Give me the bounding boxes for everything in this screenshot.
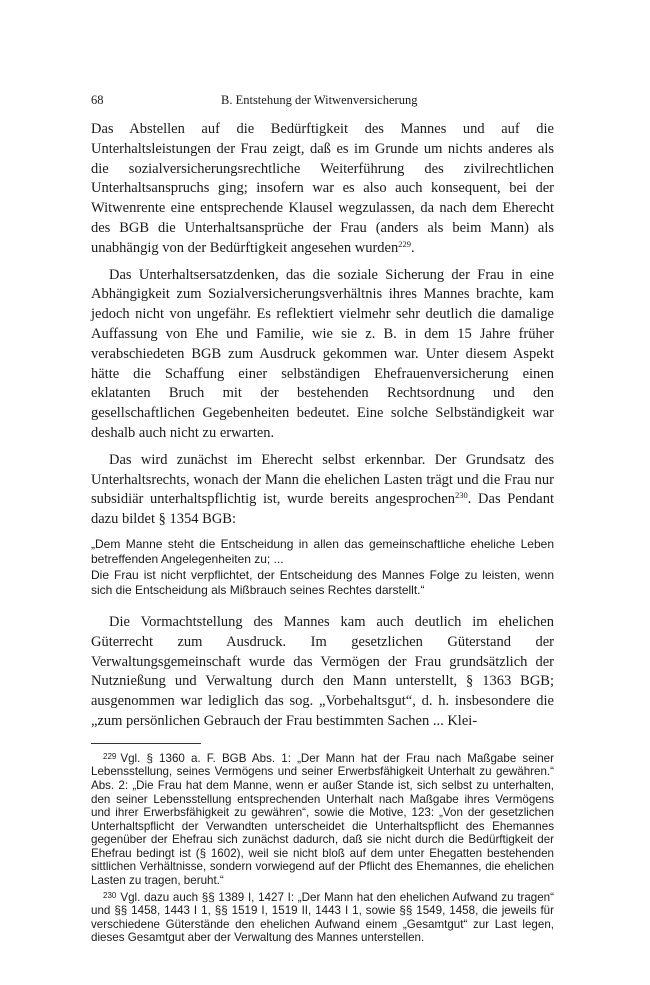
paragraph-1 [91,120,554,259]
quote-line-2: Die Frau ist nicht verpflichtet, der Entscheidung des Mannes Folge zu leisten, wenn sich die Entscheidung als Mißbrauch seines Rechtes darstellt.“ [91,567,554,598]
footnote-230 [91,889,554,945]
book-page [91,93,554,946]
footnote-divider [91,743,201,744]
quote-line-1: „Dem Manne steht die Entscheidung in allen das gemeinschaftliche eheliche Leben betreffenden Angelegenheiten zu; ... [91,536,554,567]
footnote-229-text: Vgl. § 1360 a. F. BGB Abs. 1: „Der Mann hat der Frau nach Maßgabe seiner Lebensstellung, seines Vermögens und seiner Erwerbsfähigkeit Unterhalt zu gewähren.“ Abs. 2: „Die Frau hat dem Manne, wenn er außer Stande ist, sich selbst zu unterhalten, den seiner Lebensstellung entsprechenden Unterhalt nach Maßgabe ihres Vermögens und ihrer Erwerbsfähigkeit zu gewähren“, sowie die Motive, 123: „Von der gesetzlichen Unterhaltspflicht der Verwandten unterscheidet die Unterhaltspflicht des Ehemannes gegenüber der Ehefrau sich zunächst dadurch, daß sie nicht durch die Bedürftigkeit der Ehefrau bedingt ist (§ 1602), weil sie nicht bloß auf dem unter Ehegatten bestehenden sittlichen Verhältnisse, sondern vorwiegend auf der Pflicht des Ehemannes, die ehelichen Lasten zu tragen, beruht.“ [91,751,554,888]
paragraph-3-text: Das wird zunächst im Eherecht selbst erkennbar. Der Grundsatz des Unterhaltsrechts, wonach der Mann die ehelichen Lasten trägt und die Frau nur subsidiär unterhaltspflichtig ist, wurde bereits angesprochen [91,451,554,508]
running-title: B. Entstehung der Witwenversicherung [221,93,418,107]
page-number: 68 [91,93,104,107]
footnote-ref-230: 230 [455,490,468,501]
paragraph-2: Das Unterhaltsersatzdenken, das die soziale Sicherung der Frau in eine Abhängigkeit zum Sozialversicherungsverhältnis ihres Mannes brachte, kam jedoch nicht von ungefähr. Es reflektiert vielmehr sehr deutlich die damalige Auffassung von Ehe und Familie, wie sie z. B. in dem 15 Jahre früher verabschiedeten BGB zum Ausdruck gekommen war. Unter diesem Aspekt hätte die Schaffung einer selbständigen Ehefrauenversicherung einen eklatanten Bruch mit der bestehenden Rechtsordnung und den gesellschaftlichen Gegebenheiten bedeutet. Eine solche Selbständigkeit war deshalb auch nicht zu erwarten. [91,266,554,441]
paragraph-1-text: Das Abstellen auf die Bedürftigkeit des Mannes und auf die Unterhaltsleistungen der Frau zeigt, daß es im Grunde um nichts anderes als die sozialversicherungsrechtliche Weiterführung des zivilrechtlichen Unterhaltsanspruchs ging; insofern war es also auch konsequent, bei der Witwenrente eine entsprechende Klausel wegzulassen, da nach dem Eherecht des BGB die Unterhaltsansprüche der Frau (anders als beim Mann) als unabhängig von der Bedürftigkeit angesehen wurden [91,121,554,256]
paragraph-4: Die Vormachtstellung des Mannes kam auch deutlich im ehelichen Güterrecht zum Ausdruck. Im gesetzlichen Güterstand der Verwaltungsgemeinschaft wurde das Vermögen der Frau grundsätzlich der Nutznießung und Verwaltung durch den Mann unterstellt, § 1363 BGB; ausgenommen war lediglich das sog. „Vorbehaltsgut“, d. h. insbesondere die „zum persönlichen Gebrauch der Frau bestimmten Sachen ... Klei- [91,613,554,729]
footnote-ref-229: 229 [398,238,411,249]
page-header [91,93,554,108]
footnote-230-text: Vgl. dazu auch §§ 1389 I, 1427 I: „Der Mann hat den ehelichen Aufwand zu tragen“ und §§ 1458, 1443 I 1, §§ 1519 I, 1519 II, 1443 I 1, sowie §§ 1549, 1458, die jeweils für verschiedene Güterstände den ehelichen Aufwand einem „Gesamtgut“ zur Last legen, dieses Gesamtgut aber der Verwaltung des Mannes unterstellen. [91,890,554,945]
paragraph-1-end: . [410,239,415,256]
legal-quote [91,537,554,599]
footnote-230-number: 230 [103,890,117,900]
footnote-229 [91,750,554,888]
paragraph-3-end: . Das Pendant dazu bildet § 1354 BGB: [91,491,555,528]
paragraph-3 [91,451,554,530]
footnote-229-number: 229 [103,751,117,761]
